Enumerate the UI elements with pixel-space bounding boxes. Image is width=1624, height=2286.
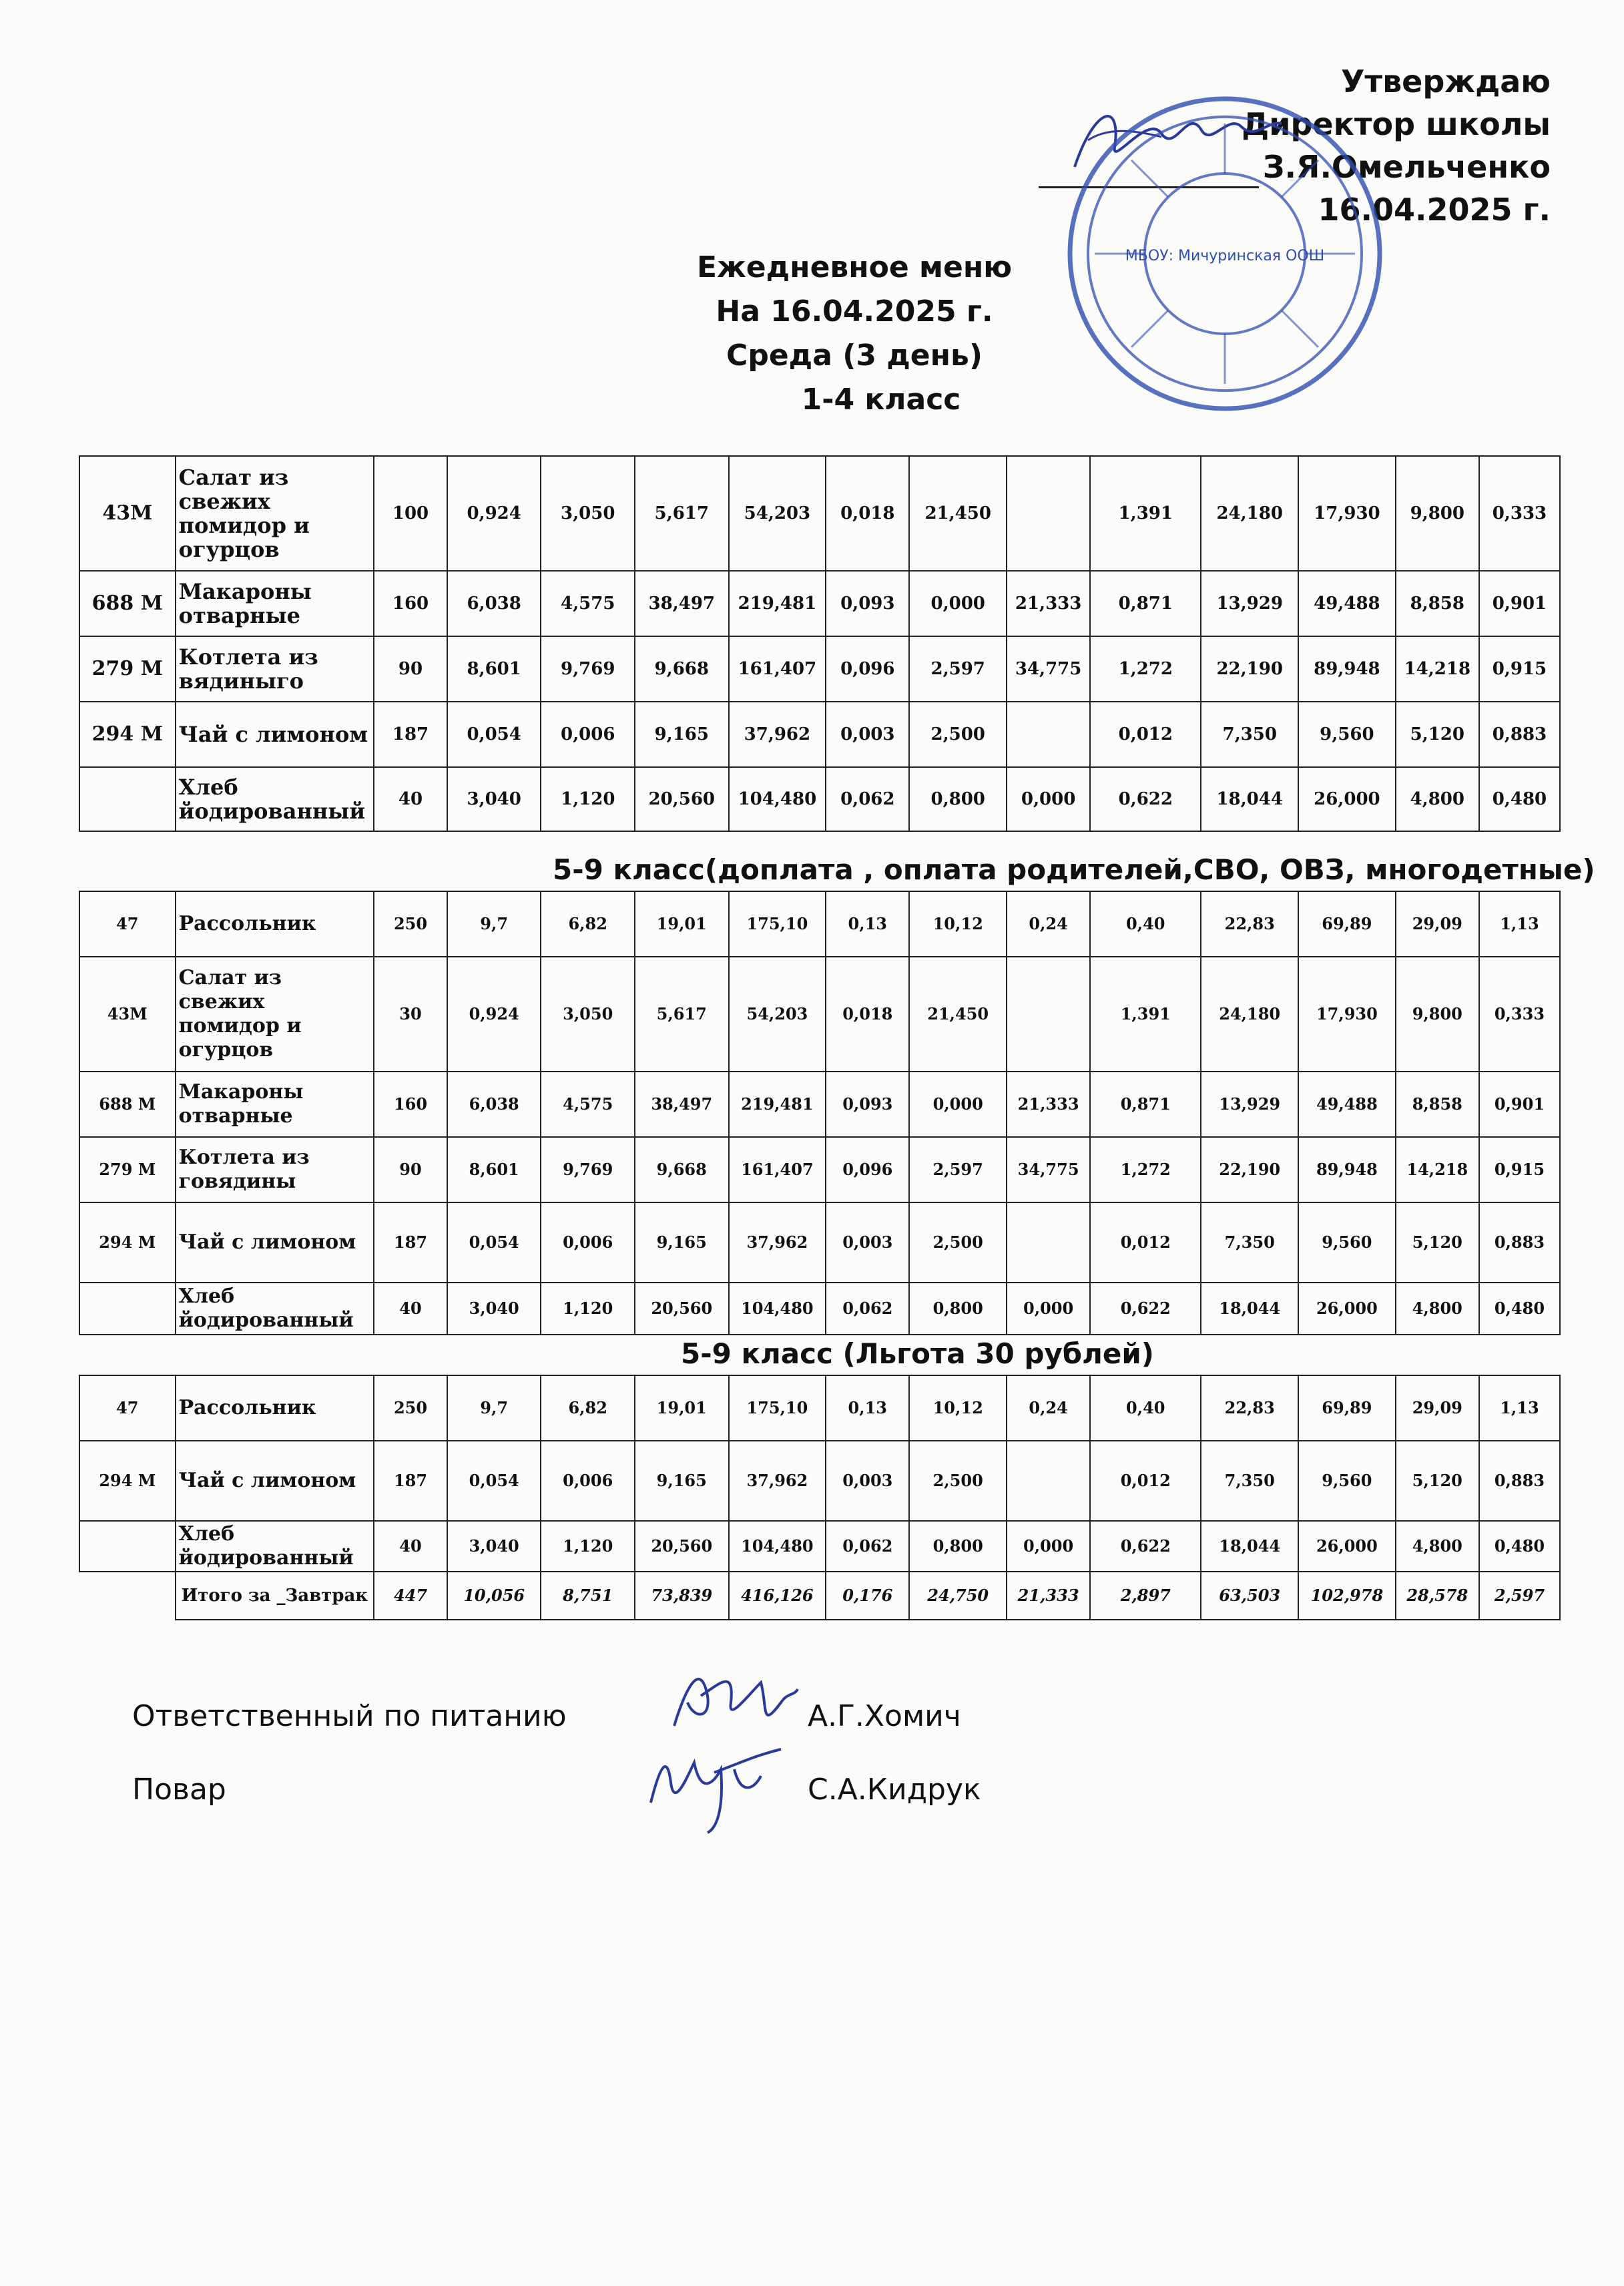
nutrition-value: 1,13 [1479,1375,1560,1441]
dish-name: Макароны отварные [176,1072,374,1137]
nutrition-value: 22,190 [1201,1137,1298,1202]
dish-name: Чай с лимоном [176,702,374,767]
total-value: 8,751 [541,1572,635,1620]
nutrition-value: 0,093 [826,571,909,636]
nutrition-value: 90 [374,636,447,702]
dish-name: Хлеб йодированный [176,1283,374,1335]
nutrition-value: 0,333 [1479,456,1560,571]
nutrition-value: 0,000 [909,1072,1007,1137]
nutrition-value: 22,83 [1201,891,1298,957]
nutrition-value: 250 [374,1375,447,1441]
total-value: 63,503 [1201,1572,1298,1620]
nutrition-value: 0,096 [826,1137,909,1202]
nutrition-value: 13,929 [1201,1072,1298,1137]
nutrition-value [1007,702,1090,767]
nutrition-value: 0,13 [826,891,909,957]
cook-signature [641,1736,794,1836]
nutrition-value: 219,481 [729,1072,826,1137]
nutrition-value: 9,7 [447,1375,541,1441]
nutrition-value: 5,120 [1396,1202,1479,1283]
nutrition-value: 104,480 [729,1283,826,1335]
nutrition-value: 0,054 [447,1441,541,1521]
title-line-3: Среда (3 день) [726,338,983,373]
dish-name: Чай с лимоном [176,1441,374,1521]
nutrition-value: 0,480 [1479,1521,1560,1572]
nutrition-value: 8,601 [447,1137,541,1202]
nutrition-value: 49,488 [1298,1072,1396,1137]
total-value: 447 [374,1572,447,1620]
dish-code: 688 М [79,1072,176,1137]
nutrition-value: 4,575 [541,1072,635,1137]
nutrition-value: 3,050 [541,456,635,571]
dish-name: Котлета из говядины [176,1137,374,1202]
nutrition-value [1007,456,1090,571]
nutrition-value: 0,333 [1479,957,1560,1072]
school-stamp [1061,90,1388,417]
nutrition-value: 1,120 [541,767,635,831]
nutrition-value: 37,962 [729,1202,826,1283]
nutrition-value: 54,203 [729,456,826,571]
nutrition-value: 187 [374,1441,447,1521]
dish-code: 279 М [79,1137,176,1202]
nutrition-value: 0,883 [1479,1441,1560,1521]
dish-name: Хлеб йодированный [176,767,374,831]
nutrition-value: 69,89 [1298,891,1396,957]
nutrition-value: 0,054 [447,702,541,767]
nutrition-value: 0,883 [1479,702,1560,767]
nutrition-value: 161,407 [729,1137,826,1202]
approval-name: З.Я.Омельченко [1262,149,1551,185]
section-title-grades-5-9-benefit: 5-9 класс (Льгота 30 рублей) [681,1337,1154,1370]
nutrition-value: 69,89 [1298,1375,1396,1441]
dish-code: 43М [79,957,176,1072]
nutrition-value: 100 [374,456,447,571]
nutrition-value: 22,190 [1201,636,1298,702]
nutrition-value: 38,497 [635,571,729,636]
nutrition-value: 9,165 [635,1202,729,1283]
nutrition-value: 38,497 [635,1072,729,1137]
nutrition-value: 89,948 [1298,636,1396,702]
total-value: 21,333 [1007,1572,1090,1620]
footer-role-2: Повар [132,1773,226,1807]
nutrition-value: 3,040 [447,767,541,831]
nutrition-value [1007,1441,1090,1521]
total-blank-cell [79,1572,176,1620]
nutrition-value: 54,203 [729,957,826,1072]
nutrition-value: 18,044 [1201,1283,1298,1335]
footer-person-1: А.Г.Хомич [808,1699,961,1733]
nutrition-value: 0,480 [1479,767,1560,831]
dish-code: 294 М [79,702,176,767]
nutrition-value: 0,012 [1090,1202,1201,1283]
total-value: 416,126 [729,1572,826,1620]
total-row [79,1572,1560,1620]
nutrition-value: 90 [374,1137,447,1202]
nutrition-value: 9,769 [541,1137,635,1202]
nutrition-value: 5,120 [1396,1441,1479,1521]
nutrition-value: 160 [374,1072,447,1137]
nutrition-value: 9,560 [1298,702,1396,767]
nutrition-value: 37,962 [729,702,826,767]
nutrition-value: 4,800 [1396,767,1479,831]
table-row [79,1375,1560,1441]
nutrition-value: 10,12 [909,891,1007,957]
nutrition-value: 26,000 [1298,1283,1396,1335]
nutrition-value: 0,24 [1007,891,1090,957]
nutrition-value: 9,165 [635,702,729,767]
nutrition-value: 0,915 [1479,1137,1560,1202]
nutrition-value: 21,333 [1007,571,1090,636]
menu-table-grades-5-9-paid [79,891,1561,1335]
nutrition-value: 0,018 [826,456,909,571]
nutrition-value: 0,24 [1007,1375,1090,1441]
table-row [79,1202,1560,1283]
footer-role-1: Ответственный по питанию [132,1699,567,1733]
nutrition-value: 175,10 [729,1375,826,1441]
nutrition-value: 9,668 [635,1137,729,1202]
nutrition-value: 7,350 [1201,1202,1298,1283]
nutrition-value: 1,391 [1090,957,1201,1072]
nutrition-value [1007,957,1090,1072]
nutrition-value: 2,597 [909,636,1007,702]
section-title-grades-5-9: 5-9 класс(доплата , оплата родителей,СВО, ОВЗ, многодетные) [553,853,1595,886]
title-line-2: На 16.04.2025 г. [716,294,993,328]
nutrition-value: 40 [374,767,447,831]
total-value: 10,056 [447,1572,541,1620]
total-value: 102,978 [1298,1572,1396,1620]
menu-table-grades-1-4 [79,455,1561,832]
nutrition-value: 0,924 [447,456,541,571]
menu-table-grades-5-9-benefit [79,1375,1561,1620]
dish-code: 47 [79,1375,176,1441]
approval-heading: Утверждаю [1340,63,1551,99]
nutrition-value: 24,180 [1201,456,1298,571]
nutrition-value: 2,597 [909,1137,1007,1202]
nutrition-value: 0,003 [826,1202,909,1283]
total-value: 0,176 [826,1572,909,1620]
nutrition-value: 6,82 [541,1375,635,1441]
nutrition-value: 3,040 [447,1283,541,1335]
table-row [79,1137,1560,1202]
total-value: 2,597 [1479,1572,1560,1620]
nutrition-value: 0,883 [1479,1202,1560,1283]
table-row [79,1441,1560,1521]
dish-code: 279 М [79,636,176,702]
nutrition-value: 26,000 [1298,1521,1396,1572]
nutrition-value: 21,450 [909,957,1007,1072]
nutrition-value: 1,120 [541,1283,635,1335]
table-row [79,891,1560,957]
table-row [79,1072,1560,1137]
dish-name: Салат из свежих помидор и огурцов [176,957,374,1072]
nutrition-value: 0,062 [826,1521,909,1572]
nutrition-value: 0,901 [1479,1072,1560,1137]
nutrition-value: 14,218 [1396,636,1479,702]
nutrition-value: 9,668 [635,636,729,702]
approval-date: 16.04.2025 г. [1318,192,1551,228]
nutrition-value: 160 [374,571,447,636]
nutrition-value: 104,480 [729,767,826,831]
nutrition-value: 21,450 [909,456,1007,571]
nutrition-value: 9,560 [1298,1441,1396,1521]
nutrition-value: 0,800 [909,1521,1007,1572]
nutrition-value: 161,407 [729,636,826,702]
title-line-1: Ежедневное меню [696,250,1013,284]
nutrition-value: 0,622 [1090,1283,1201,1335]
nutrition-value: 0,915 [1479,636,1560,702]
dish-code: 688 М [79,571,176,636]
nutrition-value: 0,871 [1090,1072,1201,1137]
dish-name: Хлеб йодированный [176,1521,374,1572]
responsible-signature [661,1656,801,1736]
nutrition-value: 0,924 [447,957,541,1072]
nutrition-value: 0,006 [541,1202,635,1283]
nutrition-value: 24,180 [1201,957,1298,1072]
nutrition-value: 0,000 [1007,1283,1090,1335]
nutrition-value: 0,40 [1090,1375,1201,1441]
nutrition-value: 19,01 [635,1375,729,1441]
nutrition-value: 21,333 [1007,1072,1090,1137]
nutrition-value: 19,01 [635,891,729,957]
nutrition-value: 0,054 [447,1202,541,1283]
table-row [79,957,1560,1072]
nutrition-value: 7,350 [1201,702,1298,767]
dish-code [79,1521,176,1572]
nutrition-value: 9,165 [635,1441,729,1521]
nutrition-value: 9,560 [1298,1202,1396,1283]
nutrition-value: 0,480 [1479,1283,1560,1335]
total-value: 24,750 [909,1572,1007,1620]
nutrition-value: 14,218 [1396,1137,1479,1202]
nutrition-value: 0,012 [1090,1441,1201,1521]
nutrition-value: 0,093 [826,1072,909,1137]
table-row [79,702,1560,767]
nutrition-value: 4,800 [1396,1521,1479,1572]
nutrition-value: 18,044 [1201,767,1298,831]
nutrition-value: 10,12 [909,1375,1007,1441]
nutrition-value: 0,622 [1090,1521,1201,1572]
nutrition-value: 2,500 [909,702,1007,767]
dish-name: Салат из свежих помидор и огурцов [176,456,374,571]
nutrition-value: 219,481 [729,571,826,636]
table-row [79,571,1560,636]
nutrition-value: 3,040 [447,1521,541,1572]
nutrition-value: 0,062 [826,1283,909,1335]
table-row [79,1521,1560,1572]
nutrition-value: 0,800 [909,1283,1007,1335]
nutrition-value: 8,601 [447,636,541,702]
nutrition-value: 1,272 [1090,636,1201,702]
nutrition-value: 9,7 [447,891,541,957]
nutrition-value: 187 [374,1202,447,1283]
nutrition-value: 34,775 [1007,636,1090,702]
nutrition-value: 9,800 [1396,456,1479,571]
nutrition-value: 1,272 [1090,1137,1201,1202]
nutrition-value: 0,622 [1090,767,1201,831]
total-value: 28,578 [1396,1572,1479,1620]
nutrition-value: 30 [374,957,447,1072]
nutrition-value: 0,003 [826,702,909,767]
dish-code: 47 [79,891,176,957]
dish-code: 294 М [79,1441,176,1521]
nutrition-value: 17,930 [1298,957,1396,1072]
table-row [79,1283,1560,1335]
dish-code: 294 М [79,1202,176,1283]
nutrition-value: 5,617 [635,456,729,571]
nutrition-value: 175,10 [729,891,826,957]
dish-name: Котлета из вядиныго [176,636,374,702]
nutrition-value: 37,962 [729,1441,826,1521]
nutrition-value: 0,096 [826,636,909,702]
nutrition-value: 13,929 [1201,571,1298,636]
nutrition-value: 6,82 [541,891,635,957]
menu-title [667,246,1041,422]
total-value: 73,839 [635,1572,729,1620]
title-line-4: 1-4 класс [801,383,961,417]
table-row [79,636,1560,702]
nutrition-value: 0,003 [826,1441,909,1521]
nutrition-value: 9,769 [541,636,635,702]
nutrition-value: 0,000 [1007,767,1090,831]
nutrition-value: 2,500 [909,1441,1007,1521]
nutrition-value: 0,012 [1090,702,1201,767]
dish-code [79,1283,176,1335]
nutrition-value: 0,062 [826,767,909,831]
dish-code: 43М [79,456,176,571]
nutrition-value: 6,038 [447,1072,541,1137]
nutrition-value: 1,13 [1479,891,1560,957]
nutrition-value: 0,006 [541,1441,635,1521]
footer-person-2: С.А.Кидрук [808,1773,981,1807]
nutrition-value: 89,948 [1298,1137,1396,1202]
nutrition-value: 4,575 [541,571,635,636]
nutrition-value: 104,480 [729,1521,826,1572]
table-row [79,767,1560,831]
dish-name: Рассольник [176,891,374,957]
nutrition-value: 0,800 [909,767,1007,831]
nutrition-value: 0,40 [1090,891,1201,957]
nutrition-value: 49,488 [1298,571,1396,636]
dish-name: Рассольник [176,1375,374,1441]
nutrition-value: 40 [374,1283,447,1335]
nutrition-value: 3,050 [541,957,635,1072]
nutrition-value: 4,800 [1396,1283,1479,1335]
total-label: Итого за _Завтрак [176,1572,374,1620]
nutrition-value: 5,120 [1396,702,1479,767]
nutrition-value: 0,000 [1007,1521,1090,1572]
nutrition-value: 29,09 [1396,891,1479,957]
nutrition-value: 250 [374,891,447,957]
dish-code [79,767,176,831]
nutrition-value: 20,560 [635,1283,729,1335]
nutrition-value [1007,1202,1090,1283]
nutrition-value: 29,09 [1396,1375,1479,1441]
nutrition-value: 0,901 [1479,571,1560,636]
nutrition-value: 8,858 [1396,571,1479,636]
nutrition-value: 187 [374,702,447,767]
nutrition-value: 0,13 [826,1375,909,1441]
nutrition-value: 34,775 [1007,1137,1090,1202]
nutrition-value: 0,871 [1090,571,1201,636]
stamp-center-text: МБОУ: Мичуринская ООШ [1125,248,1325,264]
nutrition-value: 2,500 [909,1202,1007,1283]
approval-position: Директор школы [1242,106,1551,142]
nutrition-value: 22,83 [1201,1375,1298,1441]
nutrition-value: 18,044 [1201,1521,1298,1572]
dish-name: Чай с лимоном [176,1202,374,1283]
nutrition-value: 17,930 [1298,456,1396,571]
nutrition-value: 20,560 [635,1521,729,1572]
nutrition-value: 1,391 [1090,456,1201,571]
nutrition-value: 8,858 [1396,1072,1479,1137]
table-row [79,456,1560,571]
nutrition-value: 0,006 [541,702,635,767]
nutrition-value: 20,560 [635,767,729,831]
total-value: 2,897 [1090,1572,1201,1620]
nutrition-value: 1,120 [541,1521,635,1572]
nutrition-value: 5,617 [635,957,729,1072]
nutrition-value: 0,000 [909,571,1007,636]
nutrition-value: 0,018 [826,957,909,1072]
dish-name: Макароны отварные [176,571,374,636]
nutrition-value: 9,800 [1396,957,1479,1072]
nutrition-value: 6,038 [447,571,541,636]
nutrition-value: 7,350 [1201,1441,1298,1521]
nutrition-value: 26,000 [1298,767,1396,831]
nutrition-value: 40 [374,1521,447,1572]
